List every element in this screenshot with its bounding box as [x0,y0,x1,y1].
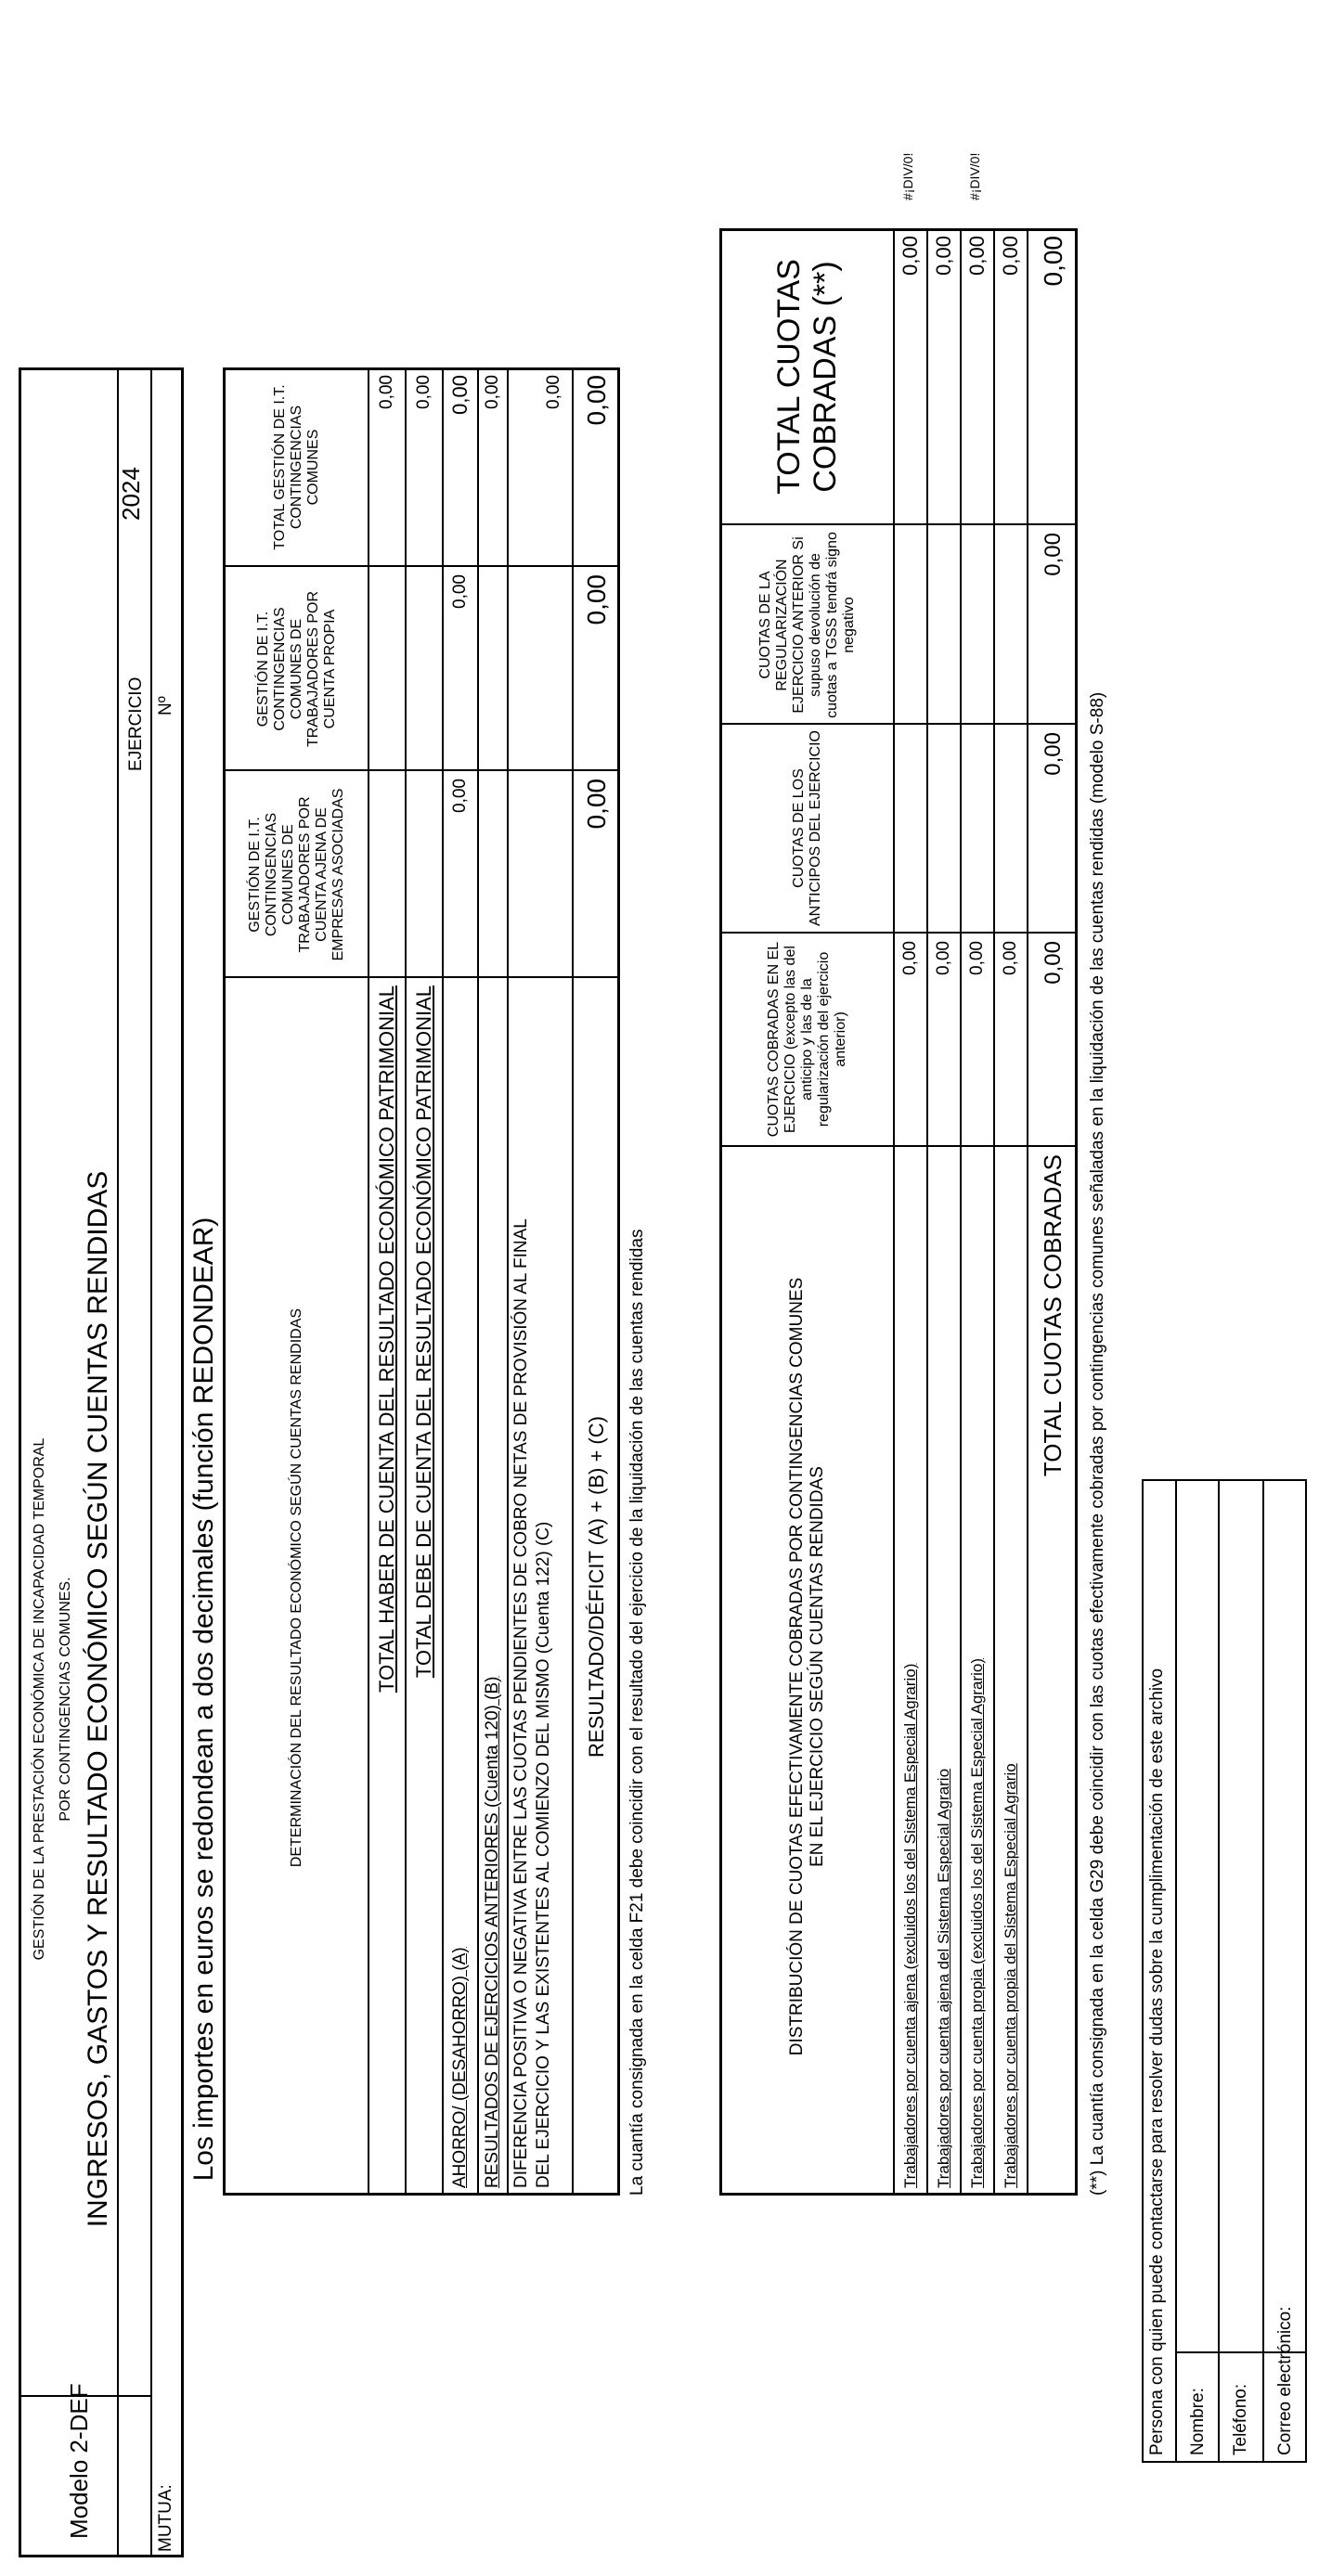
row-ajena-agrario-label: Trabajadores por cuenta ajena del Sistema Especial Agrario [935,1768,952,2188]
cell-value: 0,00 [448,375,472,415]
error-value: #¡DIV/0! [900,152,915,200]
contact-title: Persona con quien puede contactarse para resolver dudas sobre la cumplimentación de este archivo [1147,1668,1167,2455]
cell-value[interactable] [895,725,926,932]
cell-value[interactable] [407,567,442,769]
row-propia-agrario-label: Trabajadores por cuenta propia del Sistema Especial Agrario [1002,1763,1019,2188]
cell-value: 0,00 [967,941,987,975]
cell-value[interactable] [537,567,572,769]
row-total-haber-label: TOTAL HABER DE CUENTA DEL RESULTADO ECONÓMICO PATRIMONIAL [375,985,398,1693]
cell-value[interactable] [928,525,960,723]
table2-note: (**) La cuantía consignada en la celda G29 debe coincidir con las cuotas efectivamente cobradas por contingencias comunes señaladas en la liquidación de las cuentas rendidas (modelo S-88) [1088,691,1107,2196]
table2-header-regularizacion: CUOTAS DE LA REGULARIZACIÓN EJERCICIO ANTERIOR Si supuso devolución de cuotas a TGSS tendrá signo negativo [757,532,857,718]
table1-note: La cuantía consignada en la celda F21 debe coincidir con el resultado del ejercicio de la liquidación de las cuentas rendidas [627,1229,647,2196]
contact-name-label: Nombre: [1188,2388,1208,2455]
row-propia-label: Trabajadores por cuenta propia (excluidos los del Sistema Especial Agrario) [968,1657,986,2188]
ejercicio-label: EJERCICIO [126,676,146,771]
table2-header-concept: DISTRIBUCIÓN DE CUOTAS EFECTIVAMENTE COBRADAS POR CONTINGENCIAS COMUNES EN EL EJERCICIO SEGÚN CUENTAS RENDIDAS [787,1277,827,2056]
cell-value: 0,00 [1040,732,1066,776]
table1-header-concept: DETERMINACIÓN DEL RESULTADO ECONÓMICO SEGÚN CUENTAS RENDIDAS [289,1307,304,1868]
cell-value[interactable] [407,771,442,976]
cell-value: 0,00 [582,375,611,426]
row-diferencia-line1: DIFERENCIA POSITIVA O NEGATIVA ENTRE LAS CUOTAS PENDIENTES DE COBRO NETAS DE PROVISIÓN AL FINAL [511,1218,531,2188]
row-total-debe-label: TOTAL DEBE DE CUENTA DEL RESULTADO ECONÓMICO PATRIMONIAL [412,985,435,1679]
cell-value: 0,00 [1040,941,1066,985]
model-label: Modelo 2-DEF [65,2383,93,2539]
contact-email-label: Correo electrónico: [1275,2306,1295,2455]
cell-value[interactable] [962,525,993,723]
cell-value: 0,00 [414,375,433,409]
row-resultado-label: RESULTADO/DÉFICIT (A) + (B) + (C) [585,1416,608,1758]
cell-value: 0,00 [934,941,953,975]
cell-value[interactable] [369,567,405,769]
cell-value: 0,00 [582,779,611,830]
error-value: #¡DIV/0! [967,152,982,200]
cell-value: 0,00 [544,375,563,409]
cell-value[interactable] [479,567,507,769]
ejercicio-value[interactable]: 2024 [117,467,145,521]
table2-header-anticipos: CUOTAS DE LOS ANTICIPOS DEL EJERCICIO [791,730,823,926]
cell-value[interactable] [537,771,572,976]
cell-value[interactable] [995,725,1027,932]
cell-value[interactable] [479,771,507,976]
cell-value: 0,00 [582,574,611,625]
cell-value: 0,00 [899,236,922,276]
cell-value: 0,00 [1040,533,1066,576]
page-title: INGRESOS, GASTOS Y RESULTADO ECONÓMICO SEGÚN CUENTAS RENDIDAS [83,1170,113,2228]
table1-header-propia: GESTIÓN DE I.T. CONTINGENCIAS COMUNES DE TRABAJADORES POR CUENTA PROPIA [255,590,338,748]
cell-value: 0,00 [1001,941,1020,975]
cell-value: 0,00 [377,375,396,409]
cell-value: 0,00 [1038,236,1067,287]
header-divider-2 [150,367,152,2557]
row-resultados-anteriores-label: RESULTADOS DE EJERCICIOS ANTERIORES (Cuenta 120) (B) [483,1676,502,2188]
row-line [507,367,509,2196]
rounding-note: Los importes en euros se redondean a dos decimales (función REDONDEAR) [188,1217,219,2182]
contact-email-input[interactable] [1264,1481,1307,2350]
cell-value[interactable] [895,525,926,723]
cell-value[interactable] [995,525,1027,723]
table1-header-ajena: GESTIÓN DE I.T. CONTINGENCIAS COMUNES DE TRABAJADORES POR CUENTA AJENA DE EMPRESAS ASOCIADAS [247,788,346,961]
row-diferencia-line2: DEL EJERCICIO Y LAS EXISTENTES AL COMIENZO DEL MISMO (Cuenta 122) (C) [534,1521,553,2188]
row-ajena-label: Trabajadores por cuenta ajena (excluidos los del Sistema Especial Agrario) [901,1663,919,2188]
subtitle-2: POR CONTINGENCIAS COMUNES. [58,1577,73,1822]
table1-header-total: TOTAL GESTIÓN DE I.T. CONTINGENCIAS COMUNES [272,384,321,550]
cell-value: 0,00 [999,236,1022,276]
header-divider [117,367,119,2557]
cell-value[interactable] [369,771,405,976]
cell-value: 0,00 [483,375,502,409]
mutua-label: MUTUA: [156,2484,175,2552]
cell-value: 0,00 [450,574,470,609]
cell-value: 0,00 [450,779,470,813]
cell-value: 0,00 [965,236,989,276]
row-diferencia-label [511,982,555,2188]
contact-phone-label: Teléfono: [1231,2383,1250,2455]
table2-header-cobradas: CUOTAS COBRADAS EN EL EJERCICIO (excepto las del anticipo y las de la regularización del ejercicio anterior) [766,941,848,1138]
cell-value[interactable] [962,725,993,932]
contact-name-input[interactable] [1177,1481,1218,2350]
cell-value: 0,00 [932,236,955,276]
subtitle-1: GESTIÓN DE LA PRESTACIÓN ECONÓMICA DE INCAPACIDAD TEMPORAL [32,1437,47,1961]
table2-header-total: TOTAL CUOTAS COBRADAS (**) [771,259,843,495]
row-total-cuotas-label: TOTAL CUOTAS COBRADAS [1039,1154,1067,1477]
contact-phone-input[interactable] [1220,1481,1262,2350]
cell-value[interactable] [928,725,960,932]
cell-value: 0,00 [900,941,920,975]
numero-label: Nº [156,696,175,715]
row-ahorro-label: AHORRO/ (DESAHORRO) (A) [450,1947,470,2188]
